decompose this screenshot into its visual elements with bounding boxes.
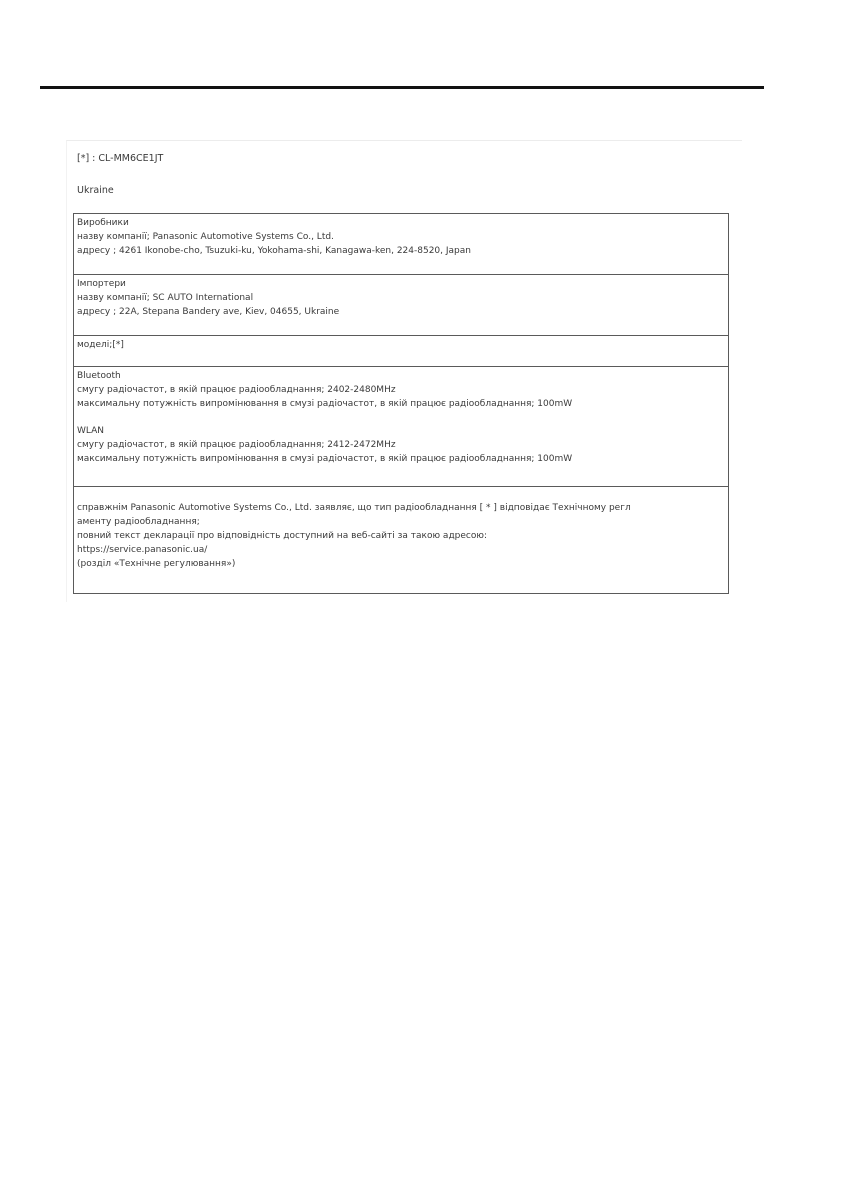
importers-company: назву компанії; SC AUTO International <box>77 293 254 303</box>
declaration-line-1: справжнім Panasonic Automotive Systems Co., Ltd. заявляє, що тип радіообладнання [ * ] відповідає Технічному регл <box>77 503 631 513</box>
manufacturers-section <box>73 213 729 275</box>
importers-heading: Імпортери <box>77 279 126 289</box>
bluetooth-max-power: максимальну потужність випромінювання в смузі радіочастот, в якій працює радіообладнання; 100mW <box>77 399 573 409</box>
declaration-url: https://service.panasonic.ua/ <box>77 545 208 555</box>
radio-parameters-section <box>73 366 729 487</box>
section-spacer <box>77 411 725 424</box>
manufacturers-address: адресу ; 4261 Ikonobe-cho, Tsuzuki-ku, Yokohama-shi, Kanagawa-ken, 224-8520, Japan <box>77 246 471 256</box>
declaration-line-3: повний текст декларації про відповідність доступний на веб-сайті за такою адресою: <box>77 531 487 541</box>
model-line: [*] : CL-MM6CE1JT <box>77 153 164 164</box>
declaration-section-reference: (розділ «Технічне регулювання») <box>77 559 236 569</box>
wlan-max-power: максимальну потужність випромінювання в смузі радіочастот, в якій працює радіообладнання; 100mW <box>77 454 573 464</box>
models-text: моделі;[*] <box>77 340 124 350</box>
manufacturers-heading: Виробники <box>77 218 129 228</box>
importers-address: адресу ; 22A, Stepana Bandery ave, Kiev, 04655, Ukraine <box>77 307 340 317</box>
manufacturers-company: назву компанії; Panasonic Automotive Systems Co., Ltd. <box>77 232 334 242</box>
declaration-section <box>73 486 729 594</box>
wlan-frequency-band: смугу радіочастот, в якій працює радіообладнання; 2412-2472MHz <box>77 440 396 450</box>
country-label: Ukraine <box>77 185 114 196</box>
models-section <box>73 335 729 367</box>
bluetooth-frequency-band: смугу радіочастот, в якій працює радіообладнання; 2402-2480MHz <box>77 385 396 395</box>
top-horizontal-rule <box>40 86 764 89</box>
importers-section <box>73 274 729 336</box>
bluetooth-heading: Bluetooth <box>77 371 121 381</box>
declaration-line-2: аменту радіообладнання; <box>77 517 200 527</box>
wlan-heading: WLAN <box>77 426 105 436</box>
